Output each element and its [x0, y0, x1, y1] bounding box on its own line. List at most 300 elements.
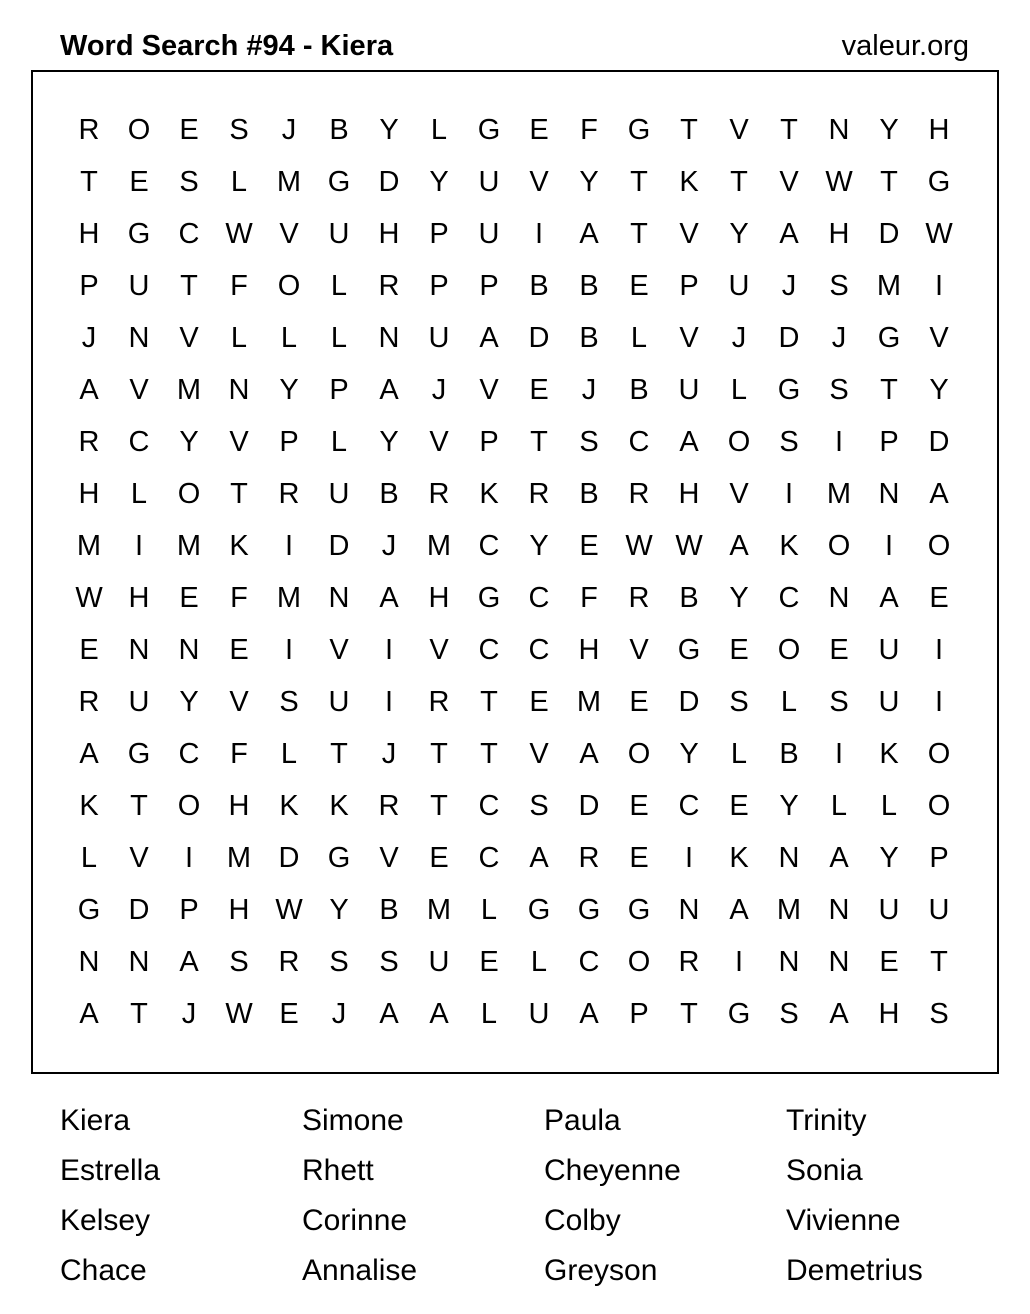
grid-letter: I — [284, 530, 294, 562]
grid-letter: I — [784, 478, 794, 510]
grid-letter: D — [128, 894, 150, 926]
grid-letter: T — [130, 790, 148, 822]
grid-letter: U — [678, 374, 700, 406]
grid-letter: O — [177, 790, 201, 822]
grid-letter: E — [829, 634, 849, 666]
grid-letter: S — [379, 946, 399, 978]
grid-letter: O — [927, 530, 951, 562]
grid-letter: U — [878, 634, 900, 666]
grid-letter: A — [829, 998, 849, 1030]
grid-letter: A — [779, 218, 799, 250]
grid-letter: P — [479, 270, 499, 302]
grid-letter: L — [830, 790, 848, 822]
grid-letter: D — [678, 686, 700, 718]
grid-letter: M — [276, 582, 302, 614]
grid-letter: G — [327, 166, 351, 198]
grid-letter: N — [678, 894, 700, 926]
grid-letter: C — [528, 634, 550, 666]
grid-letter: Y — [729, 582, 749, 614]
grid-letter: I — [384, 634, 394, 666]
grid-letter: V — [529, 738, 549, 770]
grid-letter: L — [330, 270, 348, 302]
grid-letter: N — [778, 842, 800, 874]
grid-letter: M — [576, 686, 602, 718]
grid-letter: I — [934, 270, 944, 302]
grid-letter: I — [884, 530, 894, 562]
grid-letter: I — [184, 842, 194, 874]
grid-letter: H — [578, 634, 600, 666]
grid-letter: O — [627, 738, 651, 770]
grid-letter: N — [328, 582, 350, 614]
grid-letter: H — [678, 478, 700, 510]
grid-letter: P — [479, 426, 499, 458]
grid-letter: E — [179, 114, 199, 146]
grid-letter: R — [428, 686, 450, 718]
grid-letter: K — [879, 738, 899, 770]
grid-letter: G — [327, 842, 351, 874]
grid-letter: A — [179, 946, 199, 978]
grid-letter: V — [529, 166, 549, 198]
word-list-item: Annalise — [302, 1254, 418, 1287]
grid-letter: U — [128, 686, 150, 718]
grid-letter: F — [230, 270, 248, 302]
grid-letter: T — [630, 166, 648, 198]
grid-letter: S — [729, 686, 749, 718]
grid-letter: I — [534, 218, 544, 250]
grid-letter: A — [379, 374, 399, 406]
grid-letter: T — [230, 478, 248, 510]
grid-letter: I — [834, 738, 844, 770]
grid-letter: H — [228, 894, 250, 926]
grid-letter: I — [834, 426, 844, 458]
grid-letter: Y — [579, 166, 599, 198]
grid-letter: W — [675, 530, 703, 562]
grid-letter: J — [431, 374, 447, 406]
grid-letter: S — [279, 686, 299, 718]
grid-letter: G — [727, 998, 751, 1030]
grid-letter: U — [428, 322, 450, 354]
grid-letter: P — [429, 218, 449, 250]
word-list-item: Simone — [302, 1104, 404, 1137]
grid-letter: W — [625, 530, 653, 562]
grid-letter: V — [629, 634, 649, 666]
grid-letter: E — [479, 946, 499, 978]
grid-letter: S — [229, 946, 249, 978]
grid-letter: K — [329, 790, 349, 822]
grid-letter: D — [878, 218, 900, 250]
grid-letter: Y — [329, 894, 349, 926]
word-list-item: Vivienne — [786, 1204, 901, 1237]
grid-letter: O — [777, 634, 801, 666]
grid-letter: Y — [529, 530, 549, 562]
grid-letter: E — [529, 686, 549, 718]
grid-letter: H — [928, 114, 950, 146]
grid-letter: G — [477, 114, 501, 146]
grid-letter: T — [480, 738, 498, 770]
grid-letter: I — [284, 634, 294, 666]
grid-letter: O — [277, 270, 301, 302]
grid-letter: O — [127, 114, 151, 146]
grid-letter: U — [528, 998, 550, 1030]
grid-letter: C — [178, 218, 200, 250]
grid-letter: T — [680, 114, 698, 146]
word-list-item: Trinity — [786, 1104, 867, 1137]
grid-letter: E — [279, 998, 299, 1030]
grid-letter: B — [379, 894, 399, 926]
grid-letter: L — [480, 894, 498, 926]
grid-letter: H — [428, 582, 450, 614]
grid-letter: O — [177, 478, 201, 510]
grid-letter: H — [828, 218, 850, 250]
grid-letter: U — [478, 166, 500, 198]
grid-letter: M — [826, 478, 852, 510]
grid-letter: C — [578, 946, 600, 978]
grid-letter: K — [79, 790, 99, 822]
grid-letter: N — [778, 946, 800, 978]
grid-letter: V — [379, 842, 399, 874]
grid-letter: T — [730, 166, 748, 198]
grid-letter: C — [478, 530, 500, 562]
grid-letter: L — [780, 686, 798, 718]
grid-letter: Y — [279, 374, 299, 406]
grid-letter: C — [478, 842, 500, 874]
grid-letter: V — [729, 478, 749, 510]
grid-letter: S — [929, 998, 949, 1030]
grid-letter: S — [779, 426, 799, 458]
grid-letter: T — [430, 790, 448, 822]
grid-letter: C — [478, 634, 500, 666]
grid-letter: H — [228, 790, 250, 822]
grid-letter: J — [331, 998, 347, 1030]
grid-letter: C — [778, 582, 800, 614]
grid-letter: T — [630, 218, 648, 250]
grid-letter: H — [878, 998, 900, 1030]
grid-letter: V — [129, 842, 149, 874]
grid-letter: B — [579, 322, 599, 354]
grid-letter: U — [428, 946, 450, 978]
grid-letter: M — [176, 374, 202, 406]
grid-letter: D — [328, 530, 350, 562]
grid-letter: E — [129, 166, 149, 198]
grid-letter: D — [528, 322, 550, 354]
grid-letter: M — [776, 894, 802, 926]
grid-letter: D — [778, 322, 800, 354]
grid-letter: U — [478, 218, 500, 250]
grid-letter: V — [129, 374, 149, 406]
grid-letter: G — [627, 894, 651, 926]
word-list-item: Cheyenne — [544, 1154, 681, 1187]
grid-letter: P — [929, 842, 949, 874]
grid-letter: G — [527, 894, 551, 926]
grid-letter: E — [179, 582, 199, 614]
grid-letter: V — [329, 634, 349, 666]
grid-letter: V — [729, 114, 749, 146]
grid-letter: N — [378, 322, 400, 354]
grid-letter: M — [426, 530, 452, 562]
word-list-item: Paula — [544, 1104, 621, 1137]
grid-letter: U — [928, 894, 950, 926]
grid-letter: T — [930, 946, 948, 978]
grid-letter: A — [879, 582, 899, 614]
grid-letter: E — [629, 790, 649, 822]
grid-letter: J — [781, 270, 797, 302]
grid-letter: A — [79, 998, 99, 1030]
grid-letter: C — [478, 790, 500, 822]
grid-letter: T — [180, 270, 198, 302]
word-list-item: Chace — [60, 1254, 147, 1287]
grid-letter: V — [179, 322, 199, 354]
grid-letter: J — [281, 114, 297, 146]
grid-letter: E — [629, 270, 649, 302]
grid-letter: L — [130, 478, 148, 510]
grid-letter: C — [178, 738, 200, 770]
word-list-item: Estrella — [60, 1154, 161, 1187]
grid-letter: L — [630, 322, 648, 354]
grid-letter: S — [529, 790, 549, 822]
grid-letter: Y — [929, 374, 949, 406]
grid-letter: W — [225, 998, 253, 1030]
grid-letter: O — [827, 530, 851, 562]
grid-letter: S — [229, 114, 249, 146]
grid-letter: L — [230, 322, 248, 354]
grid-letter: L — [880, 790, 898, 822]
grid-letter: K — [279, 790, 299, 822]
grid-letter: T — [430, 738, 448, 770]
grid-letter: T — [330, 738, 348, 770]
grid-letter: O — [727, 426, 751, 458]
grid-letter: R — [78, 426, 100, 458]
grid-letter: E — [79, 634, 99, 666]
grid-letter: Y — [679, 738, 699, 770]
grid-letter: T — [780, 114, 798, 146]
grid-letter: R — [78, 114, 100, 146]
grid-letter: R — [628, 582, 650, 614]
grid-letter: G — [877, 322, 901, 354]
grid-letter: E — [429, 842, 449, 874]
grid-letter: I — [934, 634, 944, 666]
grid-letter: M — [276, 166, 302, 198]
grid-letter: K — [779, 530, 799, 562]
grid-letter: T — [680, 998, 698, 1030]
grid-letter: J — [831, 322, 847, 354]
grid-letter: F — [580, 114, 598, 146]
grid-letter: F — [230, 582, 248, 614]
grid-letter: Y — [779, 790, 799, 822]
site-name: valeur.org — [841, 30, 969, 62]
grid-letter: S — [779, 998, 799, 1030]
grid-letter: H — [128, 582, 150, 614]
word-list-item: Colby — [544, 1204, 621, 1237]
grid-letter: B — [379, 478, 399, 510]
grid-letter: U — [878, 686, 900, 718]
grid-letter: V — [929, 322, 949, 354]
word-list-item: Sonia — [786, 1154, 863, 1187]
word-list-item: Kelsey — [60, 1204, 151, 1237]
grid-letter: E — [929, 582, 949, 614]
grid-letter: W — [225, 218, 253, 250]
grid-letter: G — [477, 582, 501, 614]
grid-letter: J — [581, 374, 597, 406]
grid-letter: D — [928, 426, 950, 458]
grid-letter: A — [479, 322, 499, 354]
grid-letter: A — [679, 426, 699, 458]
grid-letter: R — [528, 478, 550, 510]
grid-letter: E — [629, 686, 649, 718]
grid-letter: R — [378, 790, 400, 822]
grid-letter: F — [230, 738, 248, 770]
grid-letter: B — [629, 374, 649, 406]
grid-letter: N — [878, 478, 900, 510]
grid-letter: R — [678, 946, 700, 978]
grid-letter: L — [730, 738, 748, 770]
grid-letter: W — [75, 582, 103, 614]
grid-letter: A — [829, 842, 849, 874]
grid-letter: Y — [179, 426, 199, 458]
grid-letter: C — [628, 426, 650, 458]
grid-letter: Y — [879, 842, 899, 874]
grid-letter: O — [927, 738, 951, 770]
letter-grid — [64, 104, 964, 1040]
grid-letter: I — [684, 842, 694, 874]
grid-letter: S — [179, 166, 199, 198]
word-list-item: Demetrius — [786, 1254, 923, 1287]
grid-letter: Y — [429, 166, 449, 198]
grid-letter: O — [927, 790, 951, 822]
grid-letter: A — [579, 218, 599, 250]
grid-letter: A — [729, 530, 749, 562]
grid-letter: L — [280, 738, 298, 770]
grid-letter: I — [134, 530, 144, 562]
grid-letter: T — [880, 374, 898, 406]
grid-letter: U — [128, 270, 150, 302]
grid-letter: T — [480, 686, 498, 718]
grid-letter: U — [878, 894, 900, 926]
grid-letter: P — [679, 270, 699, 302]
grid-letter: A — [579, 998, 599, 1030]
grid-letter: T — [880, 166, 898, 198]
grid-letter: P — [629, 998, 649, 1030]
grid-letter: H — [78, 218, 100, 250]
grid-letter: J — [381, 530, 397, 562]
grid-letter: M — [876, 270, 902, 302]
word-list-item: Corinne — [302, 1204, 408, 1237]
grid-letter: N — [828, 894, 850, 926]
grid-letter: L — [280, 322, 298, 354]
grid-letter: E — [529, 114, 549, 146]
grid-letter: V — [779, 166, 799, 198]
grid-letter: G — [777, 374, 801, 406]
grid-letter: J — [731, 322, 747, 354]
grid-letter: L — [480, 998, 498, 1030]
grid-letter: L — [530, 946, 548, 978]
grid-letter: R — [428, 478, 450, 510]
grid-letter: B — [529, 270, 549, 302]
grid-letter: B — [779, 738, 799, 770]
grid-letter: U — [728, 270, 750, 302]
grid-letter: A — [729, 894, 749, 926]
grid-letter: W — [275, 894, 303, 926]
grid-letter: A — [79, 374, 99, 406]
grid-letter: V — [229, 686, 249, 718]
grid-letter: A — [929, 478, 949, 510]
grid-letter: E — [529, 374, 549, 406]
grid-letter: M — [226, 842, 252, 874]
grid-letter: Y — [179, 686, 199, 718]
grid-letter: O — [627, 946, 651, 978]
grid-letter: L — [80, 842, 98, 874]
grid-letter: U — [328, 478, 350, 510]
grid-letter: N — [828, 946, 850, 978]
grid-letter: N — [178, 634, 200, 666]
grid-letter: I — [934, 686, 944, 718]
grid-letter: L — [330, 426, 348, 458]
grid-letter: A — [579, 738, 599, 770]
grid-letter: M — [426, 894, 452, 926]
word-list-item: Kiera — [60, 1104, 131, 1137]
grid-letter: T — [130, 998, 148, 1030]
grid-letter: H — [78, 478, 100, 510]
word-list-item: Rhett — [302, 1154, 374, 1187]
grid-letter: E — [629, 842, 649, 874]
grid-letter: K — [729, 842, 749, 874]
grid-letter: I — [384, 686, 394, 718]
grid-letter: G — [577, 894, 601, 926]
grid-letter: C — [128, 426, 150, 458]
grid-letter: C — [528, 582, 550, 614]
grid-letter: R — [628, 478, 650, 510]
grid-letter: P — [179, 894, 199, 926]
grid-letter: N — [128, 946, 150, 978]
grid-letter: Y — [379, 114, 399, 146]
grid-letter: C — [678, 790, 700, 822]
grid-letter: S — [829, 374, 849, 406]
grid-letter: W — [825, 166, 853, 198]
grid-letter: W — [925, 218, 953, 250]
grid-letter: A — [379, 582, 399, 614]
grid-letter: E — [729, 790, 749, 822]
grid-letter: G — [127, 738, 151, 770]
grid-letter: T — [530, 426, 548, 458]
grid-letter: M — [176, 530, 202, 562]
grid-letter: B — [329, 114, 349, 146]
grid-letter: J — [381, 738, 397, 770]
grid-letter: D — [278, 842, 300, 874]
grid-letter: A — [379, 998, 399, 1030]
grid-letter: V — [479, 374, 499, 406]
grid-letter: G — [127, 218, 151, 250]
grid-letter: E — [229, 634, 249, 666]
grid-letter: V — [279, 218, 299, 250]
grid-letter: V — [679, 322, 699, 354]
grid-letter: L — [730, 374, 748, 406]
grid-letter: N — [228, 374, 250, 406]
grid-letter: U — [328, 686, 350, 718]
grid-letter: K — [229, 530, 249, 562]
grid-letter: B — [579, 478, 599, 510]
grid-letter: A — [79, 738, 99, 770]
word-list-item: Greyson — [544, 1254, 658, 1287]
grid-letter: D — [378, 166, 400, 198]
grid-letter: S — [829, 270, 849, 302]
grid-letter: K — [679, 166, 699, 198]
grid-letter: B — [579, 270, 599, 302]
grid-letter: I — [734, 946, 744, 978]
grid-letter: P — [329, 374, 349, 406]
grid-letter: S — [579, 426, 599, 458]
grid-letter: P — [429, 270, 449, 302]
grid-letter: R — [278, 946, 300, 978]
grid-letter: D — [578, 790, 600, 822]
